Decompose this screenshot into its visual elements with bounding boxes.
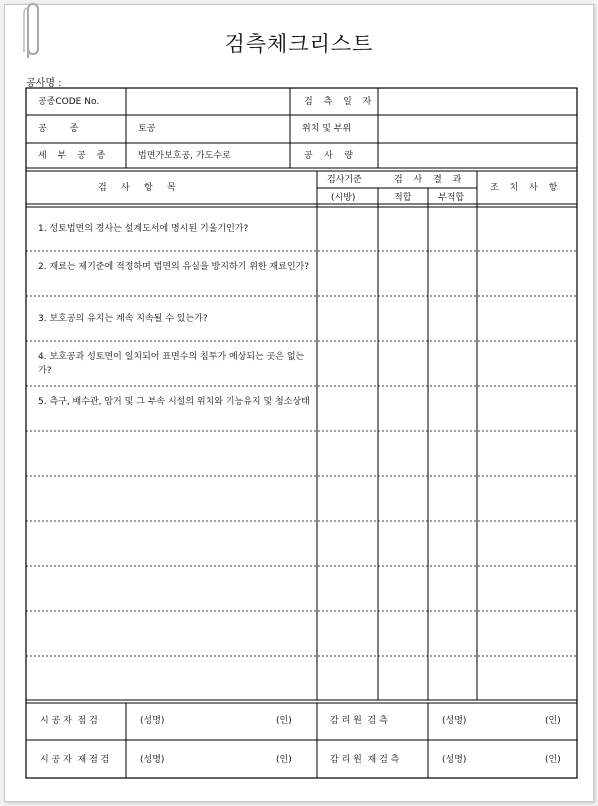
pass-header: 적합 <box>394 193 412 203</box>
checklist-item-4: 4. 보호공과 성토면이 일치되어 표면수의 침투가 예상되는 곳은 없는가? <box>38 352 305 376</box>
detail-work-label: 세 부 공 종 <box>38 151 110 161</box>
contractor-name-label: (성명) <box>140 716 165 726</box>
checklist-item-5: 5. 측구, 배수관, 암거 및 그 부속 시설의 위치와 기능유지 및 청소상태 <box>38 397 310 407</box>
location-label: 위치 및 부위 <box>302 124 352 134</box>
quantity-label: 공 사 량 <box>304 151 353 161</box>
inspection-result-header: 검 사 결 과 <box>394 175 466 185</box>
project-name-label: 공사명 : <box>26 78 62 89</box>
contractor-seal-label: (인) <box>276 716 292 726</box>
work-type-label: 공 종 <box>38 124 79 134</box>
fail-header: 부적합 <box>438 193 465 203</box>
work-type-value: 토공 <box>138 124 156 134</box>
detail-work-value: 법면가보호공, 가도수로 <box>138 151 231 161</box>
checklist-item-3: 3. 보호공의 유지는 계속 지속될 수 있는가? <box>38 314 208 324</box>
contractor-recheck-label: 시 공 자 재 점 검 <box>40 755 110 765</box>
contractor-check-label: 시 공 자 점 검 <box>40 716 98 726</box>
checklist-item-2: 2. 재료는 제기준에 적정하며 법면의 유실을 방지하기 위한 재료인가? <box>38 262 309 272</box>
supervisor-recheck-label: 감 리 원 재 검 측 <box>330 755 400 765</box>
contractor-recheck-seal-label: (인) <box>276 755 292 765</box>
work-code-label: 공종CODE No. <box>38 97 100 107</box>
supervisor-seal-label: (인) <box>545 716 561 726</box>
inspection-items-header: 검 사 항 목 <box>98 183 176 193</box>
page-title: 검측체크리스트 <box>224 32 374 56</box>
supervisor-recheck-name-label: (성명) <box>442 755 467 765</box>
contractor-recheck-name-label: (성명) <box>140 755 165 765</box>
action-header: 조 치 사 항 <box>490 183 562 193</box>
supervisor-name-label: (성명) <box>442 716 467 726</box>
checklist-item-1: 1. 성토법면의 경사는 설계도서에 명시된 기울기인가? <box>38 224 249 234</box>
supervisor-check-label: 감 리 원 검 측 <box>330 716 388 726</box>
supervisor-recheck-seal-label: (인) <box>545 755 561 765</box>
inspection-standard-header: 검사기준 <box>327 175 362 185</box>
inspection-date-label: 검 측 일 자 <box>304 97 376 107</box>
specification-header: (시방) <box>331 193 356 203</box>
